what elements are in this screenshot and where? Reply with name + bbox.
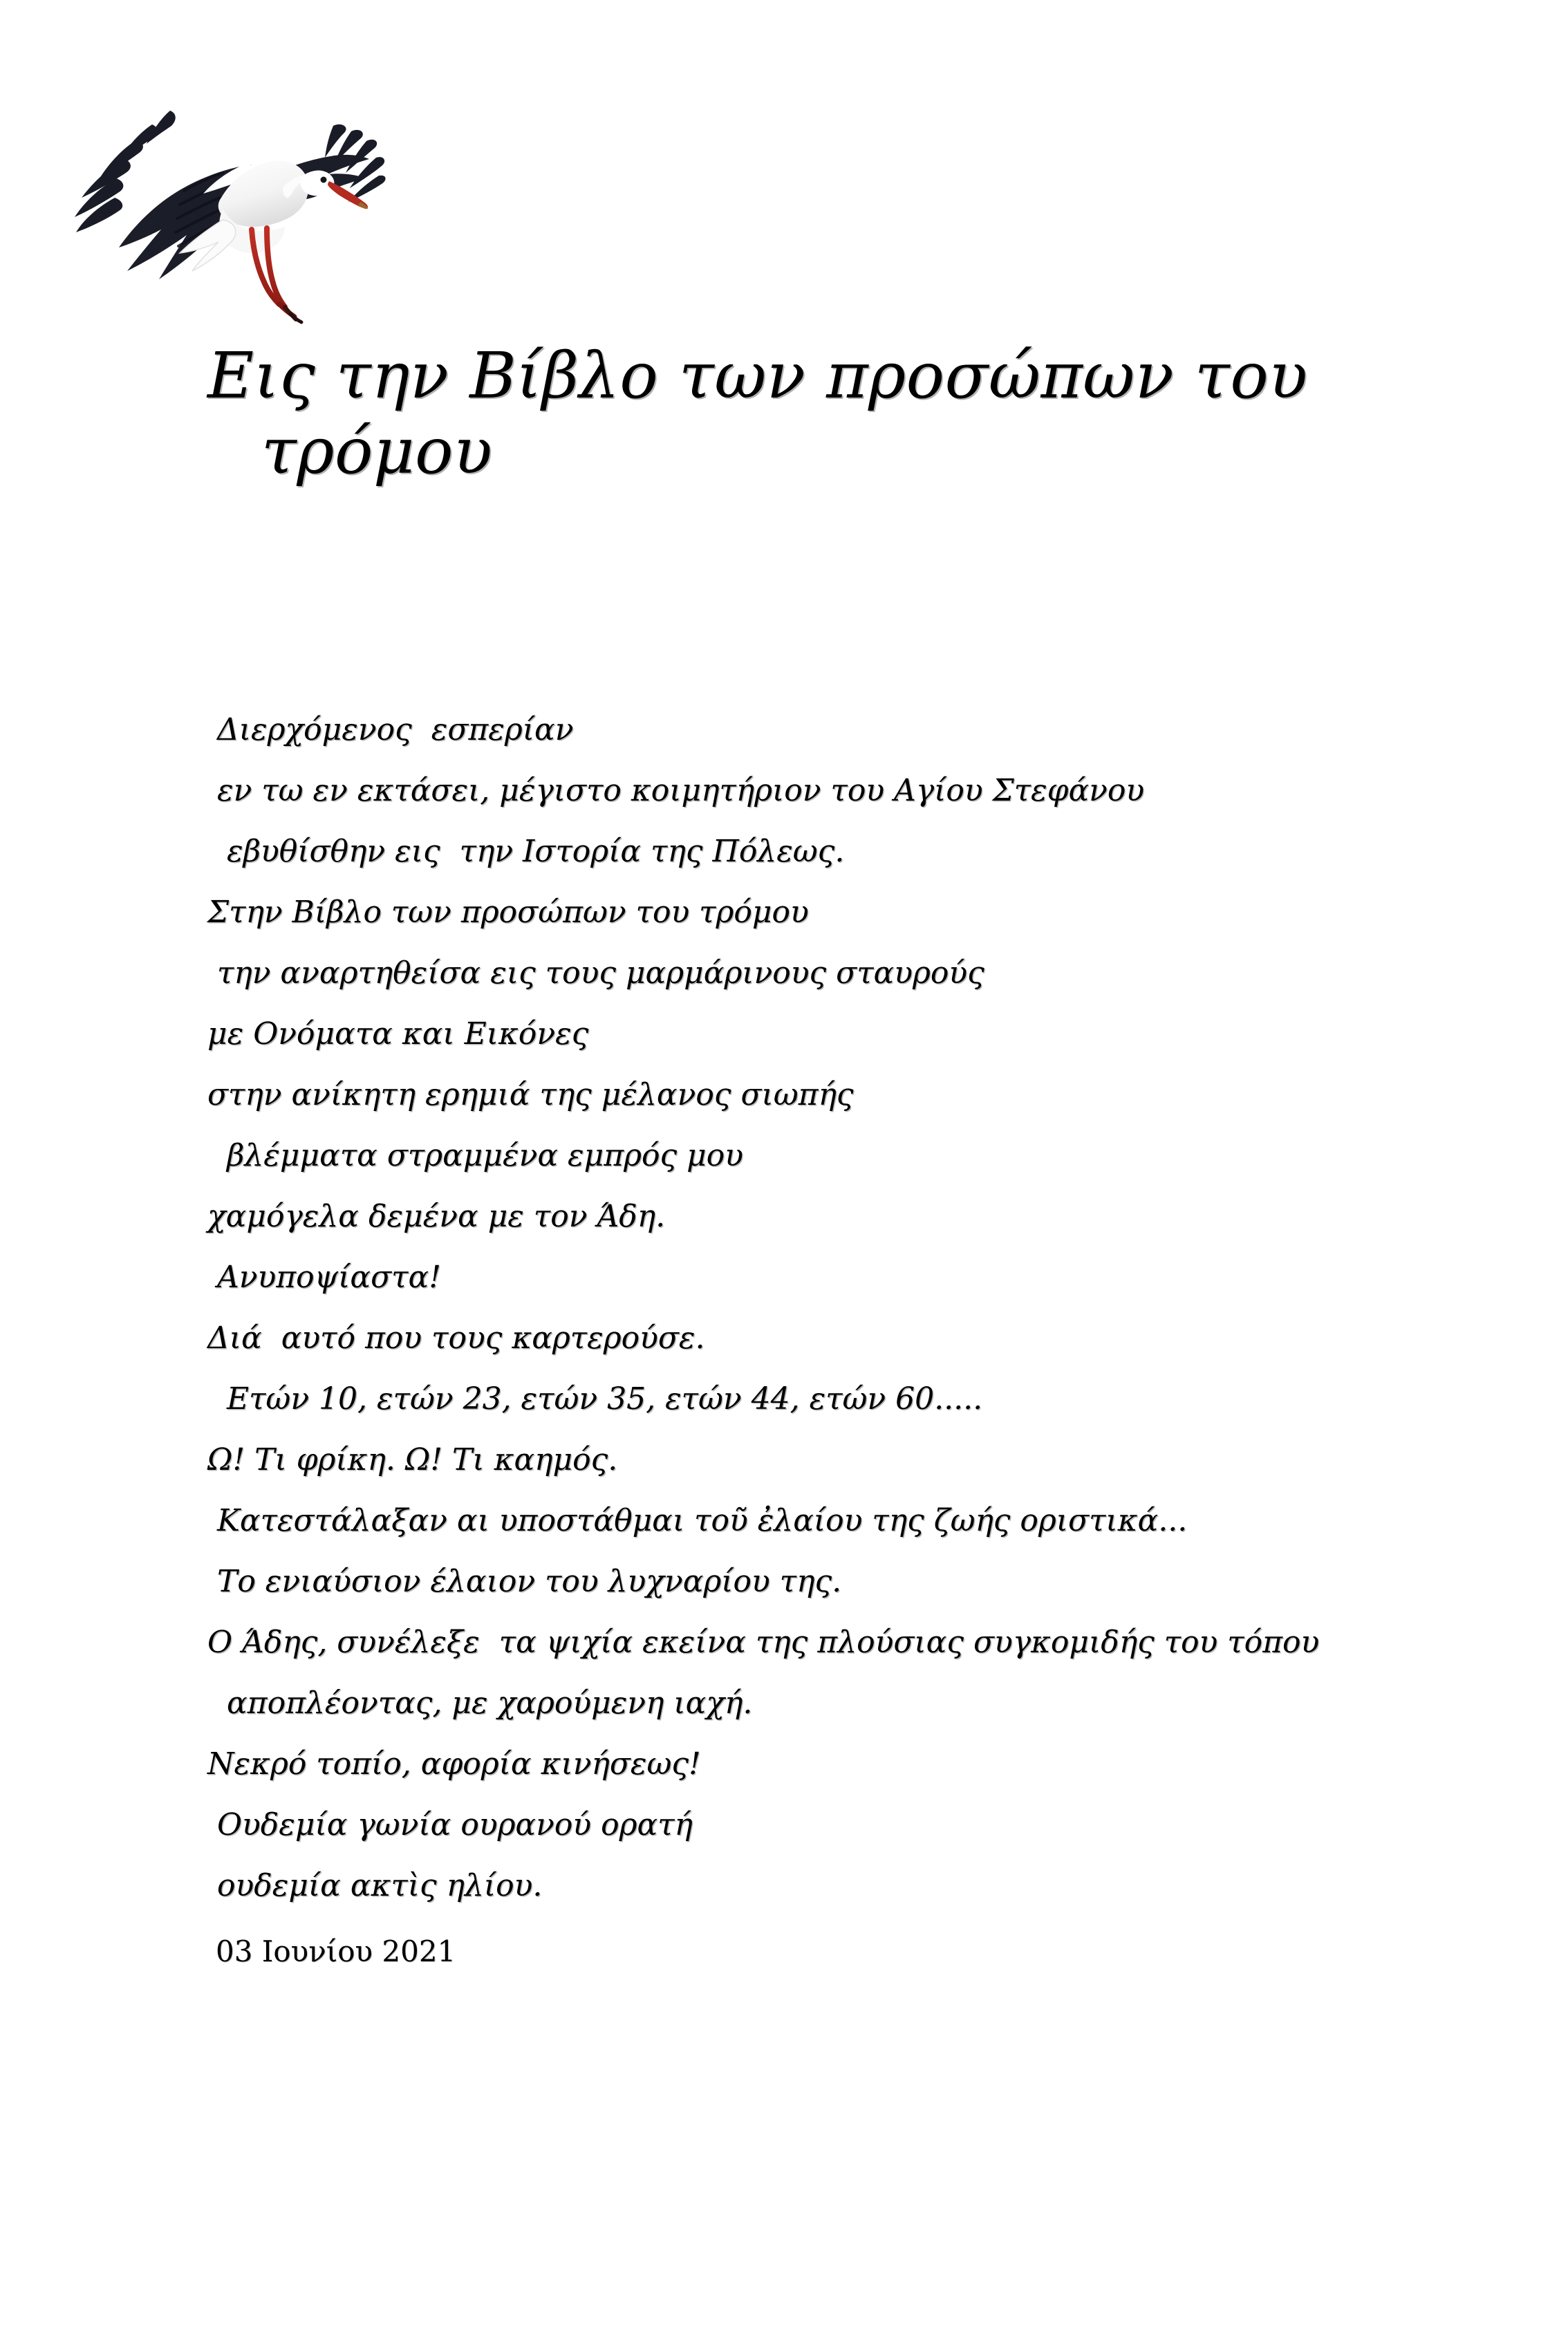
- title-line-2: τρόμου: [261, 413, 493, 488]
- white-stork-in-flight-image: [48, 28, 387, 332]
- poem-line: βλέμματα στραμμένα εμπρός μου: [207, 1138, 744, 1173]
- poem-body: [207, 700, 1486, 1916]
- poem-line: Ω! Τι φρίκη. Ω! Τι καημός.: [207, 1442, 618, 1477]
- poem-line: στην ανίκητη ερημιά της μέλανος σιωπής: [207, 1077, 854, 1112]
- poem-date: 03 Ιουνίου 2021: [216, 1934, 456, 1968]
- poem-line: Το ενιαύσιον έλαιον του λυχναρίου της.: [207, 1564, 842, 1599]
- title-line-1: Εις την Βίβλο των προσώπων του: [207, 339, 1308, 413]
- page-title: [207, 339, 1383, 489]
- poem-line: ουδεμία ακτὶς ηλίου.: [207, 1868, 543, 1903]
- poem-line: Διερχόμενος εσπερίαν: [207, 712, 574, 747]
- poem-line: Ουδεμία γωνία ουρανού ορατή: [207, 1807, 693, 1842]
- poem-line: εν τω εν εκτάσει, μέγιστο κοιμητήριον του Αγίου Στεφάνου: [207, 773, 1145, 808]
- poem-line: Ετών 10, ετών 23, ετών 35, ετών 44, ετών 60.....: [207, 1381, 983, 1417]
- poem-line: Ανυποψίαστα!: [207, 1260, 441, 1295]
- poem-line: Ο Άδης, συνέλεξε τα ψιχία εκείνα της πλούσιας συγκομιδής του τόπου: [207, 1625, 1320, 1660]
- poem-line: Νεκρό τοπίο, αφορία κινήσεως!: [207, 1746, 701, 1782]
- poem-line: Διά αυτό που τους καρτερούσε.: [207, 1320, 705, 1356]
- poem-line: Στην Βίβλο των προσώπων του τρόμου: [207, 895, 809, 930]
- poem-line: εβυθίσθην εις την Ιστορία της Πόλεως.: [207, 834, 845, 869]
- poem-line: την αναρτηθείσα εις τους μαρμάρινους σταυρούς: [207, 955, 984, 991]
- stork-eye: [321, 177, 327, 183]
- poem-line: αποπλέοντας, με χαρούμενη ιαχή.: [207, 1686, 753, 1721]
- poem-line: Κατεστάλαξαν αι υποστάθμαι τοῦ ἐλαίου της ζωής οριστικά...: [207, 1503, 1188, 1538]
- poem-line: χαμόγελα δεμένα με τον Άδη.: [207, 1199, 666, 1234]
- poem-line: με Ονόματα και Εικόνες: [207, 1016, 589, 1052]
